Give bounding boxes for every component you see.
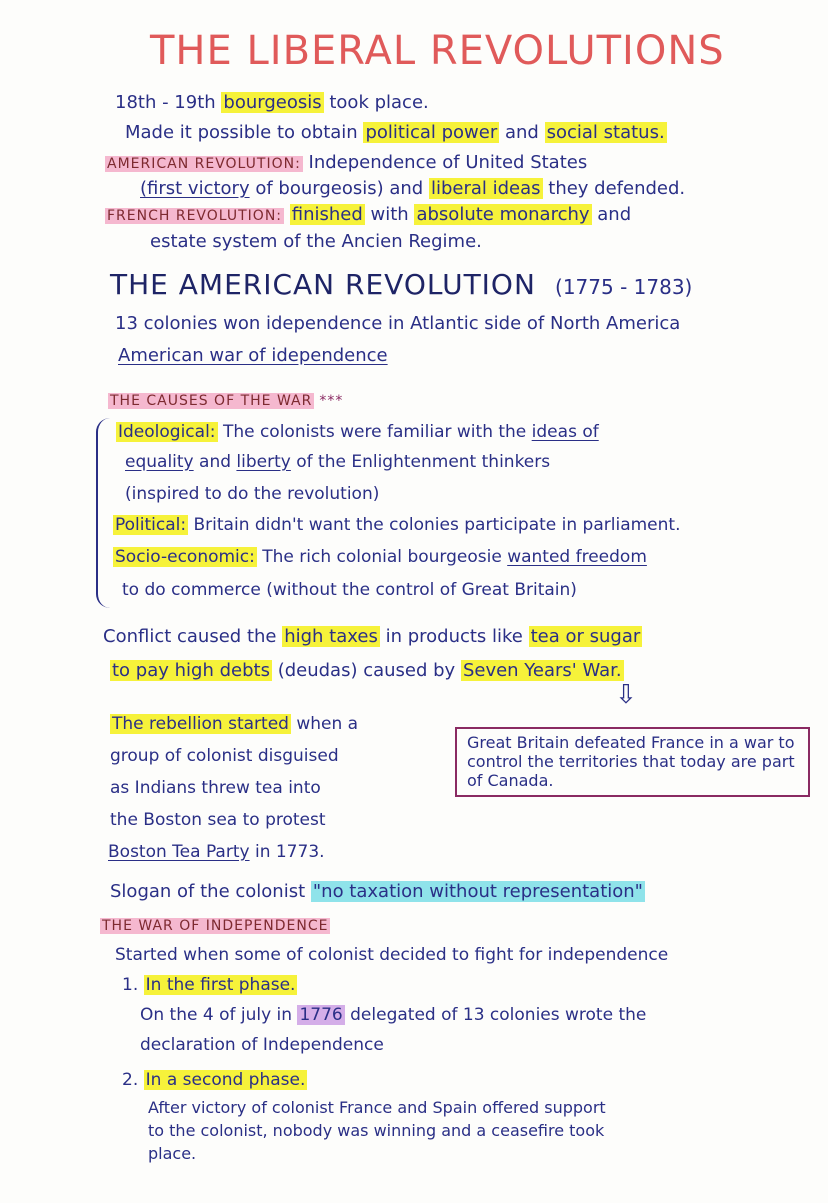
american-revolution-text: Independence of United States — [308, 152, 588, 173]
phase-1-heading — [122, 975, 297, 995]
american-revolution-label: AMERICAN REVOLUTION: — [107, 156, 301, 172]
phase-2-line-1: After victory of colonist France and Spain offered support — [148, 1098, 606, 1117]
down-arrow-icon: ⇩ — [615, 680, 637, 710]
conflict-line-2 — [110, 660, 624, 681]
french-revolution-line-2: estate system of the Ancien Regime. — [150, 231, 482, 252]
text: they defended. — [548, 178, 686, 199]
underlined-text: equality — [125, 452, 194, 472]
text: Conflict caused the — [103, 626, 277, 647]
american-revolution-line — [105, 152, 587, 173]
highlight-seven-years-war: Seven Years' War. — [462, 660, 622, 681]
cause-socio-economic — [113, 547, 647, 567]
highlight-slogan: "no taxation without representation" — [312, 881, 643, 902]
rebellion-line-2: group of colonist disguised — [110, 746, 339, 766]
phase-2-line-2: to the colonist, nobody was winning and a ceasefire took — [148, 1121, 605, 1140]
highlight-political-power: political power — [365, 122, 498, 143]
underlined-text: ideas of — [531, 422, 599, 442]
heading-text: THE AMERICAN REVOLUTION — [110, 268, 536, 301]
cause-ideological — [116, 422, 599, 442]
intro-line-2 — [125, 122, 667, 143]
highlight-finished: finished — [291, 204, 363, 225]
war-of-independence-label: THE WAR OF INDEPENDENCE — [102, 918, 329, 934]
list-number: 2. — [122, 1070, 139, 1090]
american-revolution-heading — [110, 268, 692, 301]
highlight-second-phase: In a second phase. — [145, 1070, 306, 1090]
phase-1-line-2: declaration of Independence — [140, 1035, 384, 1055]
text: delegated of 13 colonies wrote the — [350, 1005, 647, 1025]
highlight-liberal-ideas: liberal ideas — [430, 178, 541, 199]
intro-text: took place. — [329, 92, 429, 113]
highlight-bourgeosis: bourgeosis — [223, 92, 322, 113]
war-line-1: Started when some of colonist decided to fight for independence — [115, 945, 669, 965]
text: in products like — [385, 626, 523, 647]
highlight-first-phase: In the first phase. — [145, 975, 296, 995]
phase-2-heading — [122, 1070, 307, 1090]
highlight-high-taxes: high taxes — [284, 626, 378, 647]
underlined-text: Boston Tea Party — [108, 842, 250, 862]
text: with — [370, 204, 409, 225]
underlined-text: liberty — [236, 452, 291, 472]
causes-heading — [108, 390, 343, 409]
intro-text: Made it possible to obtain — [125, 122, 358, 143]
text: of bourgeosis) and — [255, 178, 424, 199]
war-of-independence-heading — [100, 915, 330, 934]
text: and — [199, 452, 232, 472]
american-war-of-independence: American war of idependence — [118, 345, 388, 366]
heading-years: (1775 - 1783) — [555, 275, 693, 299]
cause-ideological-line-2 — [125, 452, 550, 472]
text: The rich colonial bourgeosie — [262, 547, 502, 567]
causes-label: THE CAUSES OF THE WAR — [110, 393, 313, 409]
text: Britain didn't want the colonies participate in parliament. — [193, 515, 681, 535]
highlight-tea-or-sugar: tea or sugar — [530, 626, 641, 647]
highlight-high-debts: to pay high debts — [112, 660, 270, 681]
highlight-ideological: Ideological: — [118, 422, 216, 442]
rebellion-line-5 — [108, 842, 325, 862]
text: of the Enlightenment thinkers — [296, 452, 551, 472]
highlight-rebellion-started: The rebellion started — [112, 714, 289, 734]
phase-2-line-3: place. — [148, 1144, 197, 1163]
text: Slogan of the colonist — [110, 881, 306, 902]
cause-political — [113, 515, 680, 535]
highlight-social-status: social status. — [546, 122, 665, 143]
bracket-divider — [96, 418, 118, 608]
underlined-text: wanted freedom — [507, 547, 647, 567]
text: (deudas) caused by — [277, 660, 456, 681]
cause-socio-economic-line-2: to do commerce (without the control of Great Britain) — [122, 580, 577, 600]
highlight-year-1776: 1776 — [299, 1005, 343, 1025]
text: The colonists were familiar with the — [222, 422, 527, 442]
highlight-political: Political: — [115, 515, 187, 535]
text: and — [597, 204, 632, 225]
slogan-line — [110, 881, 645, 902]
highlight-socio-economic: Socio-economic: — [115, 547, 255, 567]
conflict-line-1 — [103, 626, 642, 647]
star-icon: *** — [319, 393, 344, 409]
text: in 1773. — [254, 842, 325, 862]
rebellion-line-3: as Indians threw tea into — [110, 778, 321, 798]
american-revolution-line-2 — [140, 178, 685, 199]
rebellion-line-1 — [110, 714, 358, 734]
highlight-absolute-monarchy: absolute monarchy — [416, 204, 590, 225]
text: On the 4 of july in — [140, 1005, 293, 1025]
seven-years-war-note-box: Great Britain defeated France in a war to control the territories that today are part of Canada. — [455, 727, 810, 797]
cause-ideological-line-3: (inspired to do the revolution) — [125, 484, 380, 504]
american-revolution-summary: 13 colonies won idependence in Atlantic side of North America — [115, 313, 681, 334]
intro-text: 18th - 19th — [115, 92, 216, 113]
french-revolution-label: FRENCH REVOLUTION: — [107, 208, 283, 224]
rebellion-line-4: the Boston sea to protest — [110, 810, 326, 830]
text: when a — [296, 714, 359, 734]
french-revolution-line — [105, 204, 631, 225]
list-number: 1. — [122, 975, 139, 995]
phase-1-line-1 — [140, 1005, 646, 1025]
page-title: THE LIBERAL REVOLUTIONS — [150, 28, 725, 74]
underlined-text: (first victory — [140, 178, 250, 199]
intro-line-1 — [115, 92, 429, 113]
intro-text: and — [504, 122, 539, 143]
